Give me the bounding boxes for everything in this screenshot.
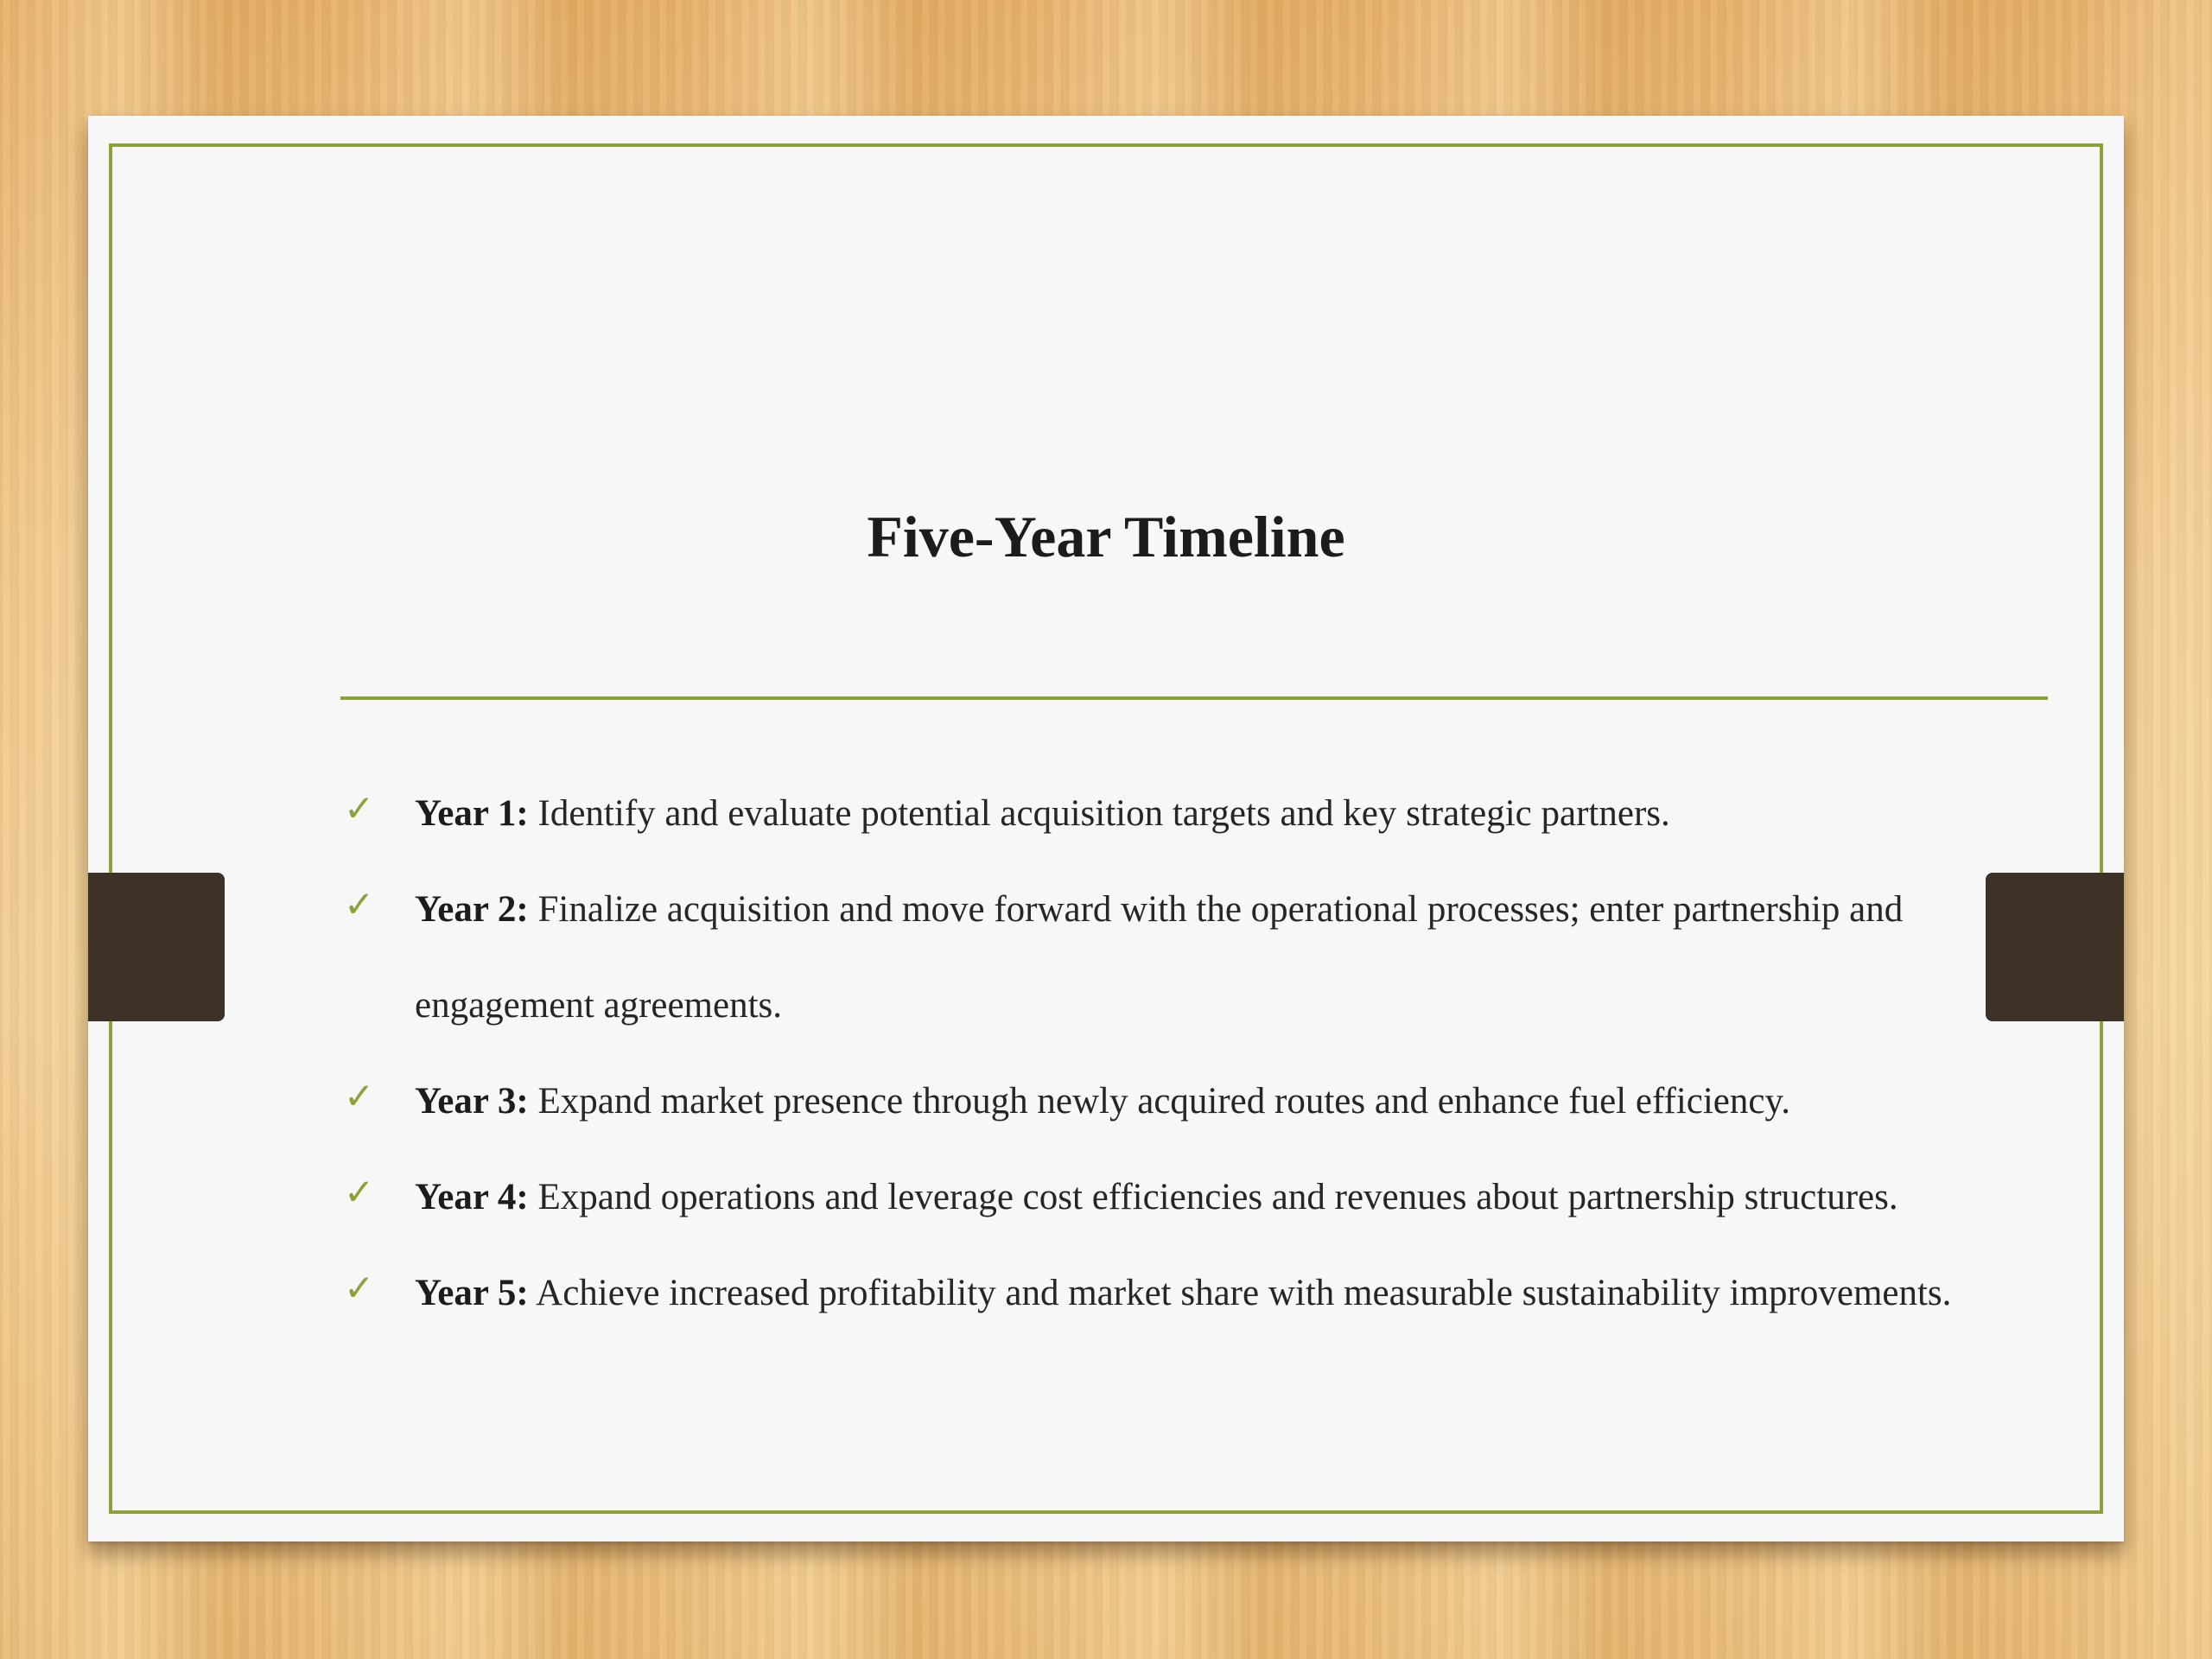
timeline-item-year-2 xyxy=(344,861,2055,1053)
timeline-item-label: Year 5: xyxy=(415,1273,529,1313)
timeline-item-label: Year 4: xyxy=(415,1177,529,1217)
timeline-item-label: Year 2: xyxy=(415,889,529,930)
timeline-item-text: Expand operations and leverage cost efficiencies and revenues about partnership structures. xyxy=(528,1177,1898,1217)
timeline-item-text: Identify and evaluate potential acquisition targets and key strategic partners. xyxy=(528,793,1670,834)
timeline-item-text: Finalize acquisition and move forward with the operational processes; enter partnership and engagement agreements. xyxy=(415,889,1904,1026)
timeline-item-year-3 xyxy=(344,1053,2055,1149)
checkmark-icon: ✓ xyxy=(344,1171,375,1213)
timeline-item-label: Year 1: xyxy=(415,793,529,834)
checkmark-icon: ✓ xyxy=(344,787,375,830)
title-divider xyxy=(340,696,2048,700)
checkmark-icon: ✓ xyxy=(344,1267,375,1309)
binder-clip-left xyxy=(88,873,225,1021)
timeline-item-year-5 xyxy=(344,1245,2055,1341)
timeline-item-text: Expand market presence through newly acquired routes and enhance fuel efficiency. xyxy=(528,1081,1790,1122)
timeline-item-year-1 xyxy=(344,766,2055,861)
timeline-list xyxy=(344,766,2055,1341)
slide-title: Five-Year Timeline xyxy=(867,504,1345,569)
checkmark-icon: ✓ xyxy=(344,1075,375,1117)
timeline-item-label: Year 3: xyxy=(415,1081,529,1122)
timeline-item-year-4 xyxy=(344,1149,2055,1245)
checkmark-icon: ✓ xyxy=(344,883,375,925)
timeline-item-text: Achieve increased profitability and market share with measurable sustainability improvements. xyxy=(528,1273,1952,1313)
slide xyxy=(88,116,2124,1541)
